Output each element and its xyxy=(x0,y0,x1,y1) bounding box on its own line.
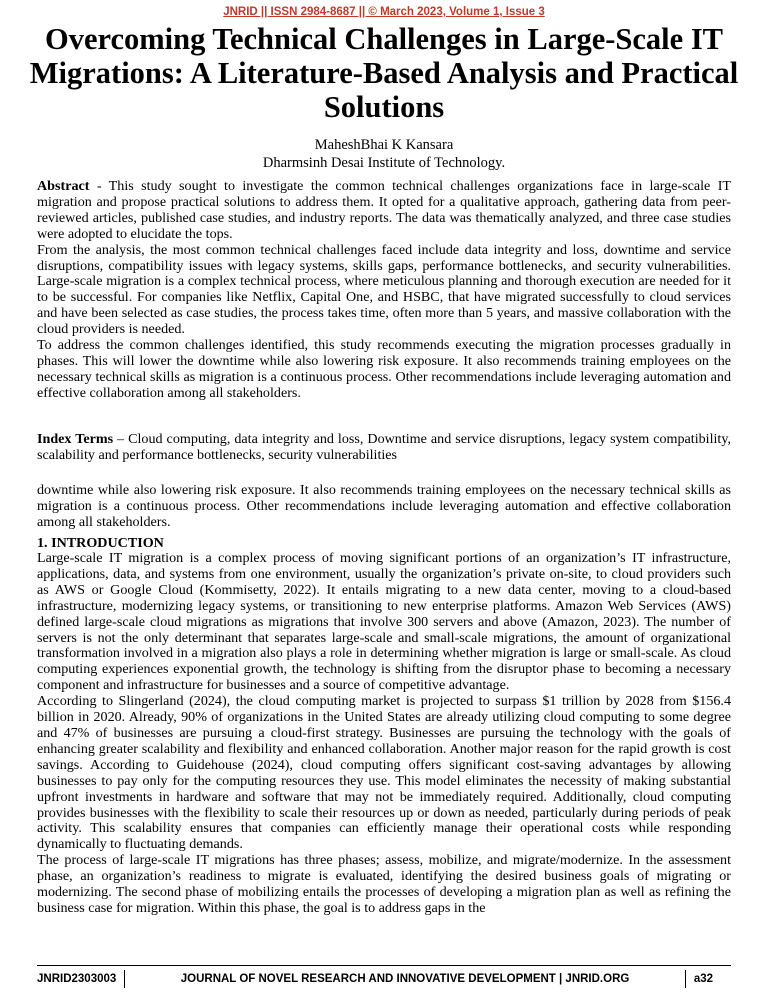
abstract xyxy=(37,179,731,402)
footer-journal: JOURNAL OF NOVEL RESEARCH AND INNOVATIVE DEVELOPMENT | JNRID.ORG xyxy=(180,973,630,985)
running-head: JNRID || ISSN 2984-8687 || © March 2023, Volume 1, Issue 3 xyxy=(223,6,545,18)
abstract-paragraph-2: From the analysis, the most common technical challenges faced include data integrity and loss, downtime and service disruptions, compatibility issues with legacy systems, skills gaps, performance bottlenecks, and security vulnerabilities. Large-scale migration is a complex technical process, where meticulous planning and thorough execution are needed for it to be successful. For companies like Netflix, Capital One, and HSBC, that have migrated successfully to cloud services and have been selected as case studies, the process takes time, often more than 5 years, and massive collaboration with the cloud providers is needed. xyxy=(37,241,731,338)
introduction-paragraph-1: Large-scale IT migration is a complex process of moving significant portions of an organization’s IT infrastructure, applications, data, and systems from one environment, usually the organization’s private on-site, to cloud providers such as AWS or Google Cloud (Kommisetty, 2022). It entails migrating to a new data center, moving to a cloud-based infrastructure, modernizing legacy systems, or transitioning to new enterprise platforms. Amazon Web Services (AWS) defined large-scale cloud migrations as migrations that involve 300 servers and above (Amazon, 2023). The number of servers is not the only determinant that separates large-scale and small-scale migrations, the amount of organizational transformation involved in a migration also plays a role in determining whether migration is large or small-scale. As cloud computing experiences exponential growth, the technology is shifting from the disruptor phase to becoming a necessary component and infrastructure for businesses and a source of competitive advantage. xyxy=(37,550,731,694)
footer-paper-code: JNRID2303003 xyxy=(37,973,117,985)
index-terms-label: Index Terms xyxy=(37,431,114,447)
page-footer xyxy=(37,969,731,989)
author-name: MaheshBhai K Kansara xyxy=(314,137,454,153)
abstract-text-1: - This study sought to investigate the common technical challenges organizations face in large-scale IT migration and propose practical solutions to address them. It opted for a qualitative approach, gathering data from peer-reviewed articles, published case studies, and industry reports. The data was thematically analyzed, and three case studies were adopted to elucidate the tops. xyxy=(37,178,731,242)
author-affiliation: Dharmsinh Desai Institute of Technology. xyxy=(262,155,506,171)
abstract-paragraph-3: To address the common challenges identified, this study recommends executing the migration processes gradually in phases. This will lower the downtime while also lowering risk exposure. It also recommends training employees on the necessary technical skills as migration is a continuous process. Other recommendations include leveraging automation and effective collaboration among all stakeholders. xyxy=(37,337,731,401)
duplicate-fragment-text: downtime while also lowering risk exposure. It also recommends training employees on the necessary technical skills as migration is a continuous process. Other recommendations include leveraging automation and effective collaboration among all stakeholders. xyxy=(37,482,731,530)
introduction-heading: 1. INTRODUCTION xyxy=(37,535,164,551)
abstract-label: Abstract xyxy=(37,178,90,194)
index-terms-text: – Cloud computing, data integrity and loss, Downtime and service disruptions, legacy system compatibility, scalability and performance bottlenecks, security vulnerabilities xyxy=(37,431,731,463)
footer-rule xyxy=(37,965,731,966)
introduction-section xyxy=(37,535,731,917)
introduction-paragraph-2: According to Slingerland (2024), the cloud computing market is projected to surpass $1 trillion by 2028 from $156.4 billion in 2020. Already, 90% of organizations in the United States are already utilizing cloud computing to some degree and 47% of businesses are pursuing a cloud-first strategy. Businesses are pursuing the technology with the goals of enhancing greater scalability and flexibility and enhanced collaboration. Another major reason for the rapid growth is cost savings. According to Guidehouse (2024), cloud computing offers significant cost-saving advantages by allowing businesses to pay only for the computing resources they use. This model eliminates the necessity of making substantial upfront investments in hardware and software that may not be immediately required. Additionally, cloud computing provides businesses with the flexibility to scale their resources up or down as needed, particularly during periods of peak activity. This scalability ensures that companies can efficiently manage their operational costs while responding dynamically to fluctuating demands. xyxy=(37,693,731,853)
paper-title: Overcoming Technical Challenges in Large-Scale IT Migrations: A Literature-Based Analysis and Practical Solutions xyxy=(29,22,739,124)
index-terms-paragraph xyxy=(37,432,731,464)
abstract-paragraph-1 xyxy=(37,179,731,243)
introduction-paragraph-3: The process of large-scale IT migrations has three phases; assess, mobilize, and migrate/modernize. In the assessment phase, an organization’s readiness to migrate is evaluated, identifying the desired business goals of migrating or modernizing. The second phase of mobilizing entails the processes of developing a migration plan as well as refining the business case for migration. Within this phase, the goal is to address gaps in the xyxy=(37,852,731,916)
index-terms xyxy=(37,432,731,464)
author-block xyxy=(0,136,768,172)
footer-page-number: a32 xyxy=(693,973,713,985)
duplicate-fragment xyxy=(37,483,731,531)
